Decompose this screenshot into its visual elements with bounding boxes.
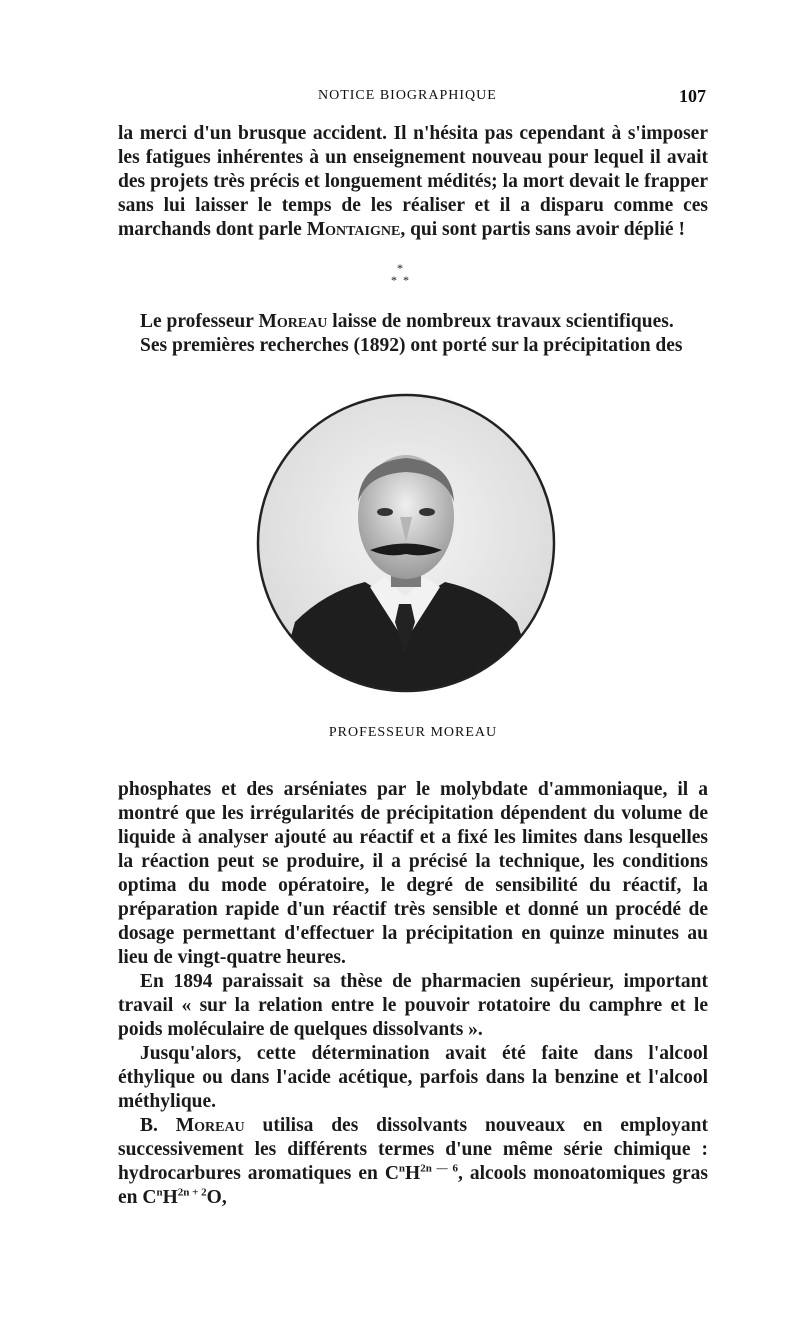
formula-superscript: 2n + 2 <box>177 1186 207 1199</box>
paragraph-block-2 <box>118 310 708 358</box>
paragraph-text: Le professeur <box>140 311 254 332</box>
paragraph: En 1894 paraissait sa thèse de pharmacien supérieur, important travail « sur la relation entre le pouvoir rotatoire du camphre et le poids moléculaire de quelques dissolvants ». <box>118 971 708 1040</box>
portrait-photo <box>255 392 557 694</box>
paragraph: Ses premières recherches (1892) ont porté sur la précipitation des <box>140 335 683 356</box>
paragraph-text: , alcools monoatomiques gras en C <box>118 1163 709 1208</box>
page-number: 107 <box>679 86 706 106</box>
paragraph <box>118 122 708 242</box>
paragraph-text: utilisa des dissolvants nouveaux en employant successivement les différents termes d'une même série chimique : hydrocarbures aromatiques en C <box>118 1115 709 1184</box>
author-name: Moreau <box>258 311 328 332</box>
asterism: * * * <box>391 261 409 287</box>
paragraph: Jusqu'alors, cette détermination avait été faite dans l'alcool éthylique ou dans l'acide acétique, parfois dans la benzine et l'alcool méthylique. <box>118 1043 708 1112</box>
paragraph-text: la merci d'un brusque accident. Il n'hésita pas cependant à s'imposer les fatigues inhérentes à un enseignement nouveau pour lequel il avait des projets très précis et longuement médités; la mort devait le frapper sans lui laisser le temps de les réaliser et il a disparu comme ces marchands dont parle <box>118 123 708 240</box>
formula-superscript: 2n — 6 <box>420 1162 458 1175</box>
author-name: Montaigne <box>306 219 401 240</box>
paragraph-block-1 <box>118 122 708 242</box>
formula-superscript: n <box>398 1162 406 1175</box>
formula-text: H <box>162 1187 178 1208</box>
paragraph-tail: , qui sont partis sans avoir déplié ! <box>400 219 685 240</box>
formula-text: O, <box>206 1187 227 1208</box>
author-name: Moreau <box>175 1115 245 1136</box>
paragraph <box>118 1114 708 1210</box>
running-title: NOTICE BIOGRAPHIQUE <box>318 88 497 103</box>
figure-caption: PROFESSEUR MOREAU <box>328 725 498 740</box>
paragraph-text: laisse de nombreux travaux scientifiques. <box>327 311 674 332</box>
initial: B. <box>140 1115 158 1136</box>
formula-text: H <box>405 1163 421 1184</box>
paragraph: phosphates et des arséniates par le molybdate d'ammoniaque, il a montré que les irrégularités de précipitation dépendent du volume de liquide à analyser ajouté au réactif et a fixé les limites dans lesquelles la réaction peut se produire, il a précisé la technique, les conditions optima du mode opératoire, le degré de sensibilité du réactif, la préparation rapide d'un réactif très sensible et donné un procédé de dosage permettant d'effectuer la précipitation en quinze minutes au lieu de vingt-quatre heures. <box>118 779 708 968</box>
formula-superscript: n <box>156 1186 163 1199</box>
running-head <box>118 88 708 110</box>
portrait-image <box>255 392 557 694</box>
paragraph-block-3 <box>118 778 708 1210</box>
paragraph <box>118 310 708 334</box>
